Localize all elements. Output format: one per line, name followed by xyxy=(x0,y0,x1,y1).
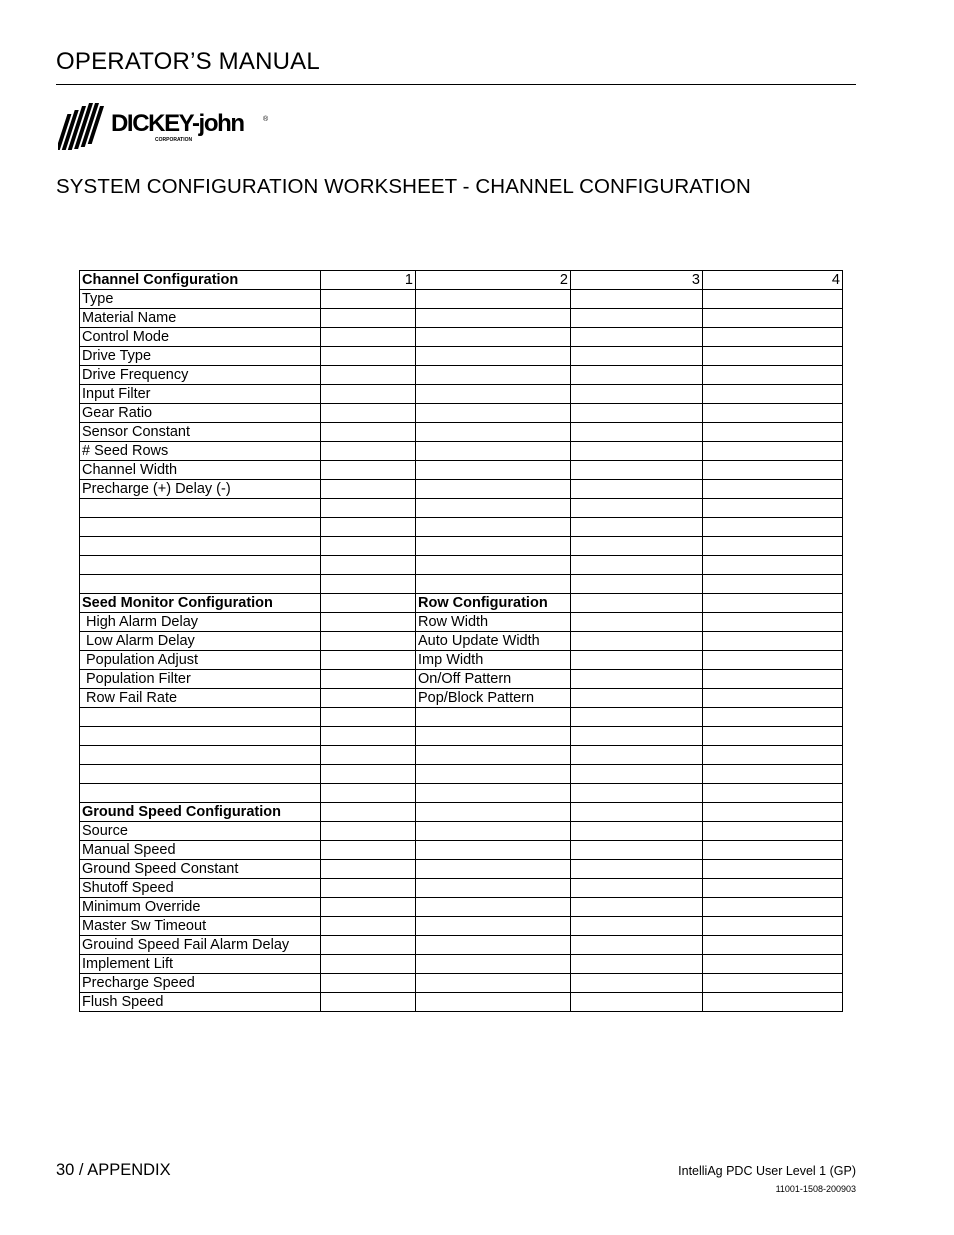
entry-cell xyxy=(416,575,571,594)
entry-cell xyxy=(571,442,703,461)
entry-cell xyxy=(416,290,571,309)
entry-cell xyxy=(80,784,321,803)
table-row xyxy=(80,955,843,974)
entry-cell xyxy=(321,898,416,917)
entry-cell xyxy=(571,993,703,1012)
logo-registered-mark: ® xyxy=(263,116,269,123)
table-row xyxy=(80,480,843,499)
entry-cell xyxy=(703,784,843,803)
entry-cell xyxy=(80,727,321,746)
table-row xyxy=(80,575,843,594)
entry-cell xyxy=(80,575,321,594)
entry-cell xyxy=(703,594,843,613)
entry-cell xyxy=(321,366,416,385)
entry-cell xyxy=(321,765,416,784)
row-label-cell: Master Sw Timeout xyxy=(80,917,321,936)
entry-cell xyxy=(571,936,703,955)
table-row xyxy=(80,936,843,955)
entry-cell xyxy=(416,955,571,974)
configuration-worksheet-table xyxy=(79,270,843,1012)
entry-cell xyxy=(571,499,703,518)
table-row xyxy=(80,765,843,784)
entry-cell xyxy=(571,974,703,993)
entry-cell xyxy=(703,860,843,879)
table-row xyxy=(80,632,843,651)
entry-cell xyxy=(416,423,571,442)
table-row xyxy=(80,746,843,765)
entry-cell xyxy=(703,328,843,347)
entry-cell xyxy=(321,347,416,366)
entry-cell xyxy=(80,765,321,784)
row-label-cell: Population Filter xyxy=(80,670,321,689)
entry-cell xyxy=(571,803,703,822)
row-label-cell: Sensor Constant xyxy=(80,423,321,442)
entry-cell xyxy=(416,898,571,917)
entry-cell xyxy=(321,309,416,328)
row-label-cell: Channel Configuration xyxy=(80,271,321,290)
entry-cell xyxy=(321,746,416,765)
entry-cell xyxy=(703,442,843,461)
row-label-cell: Ground Speed Constant xyxy=(80,860,321,879)
entry-cell xyxy=(703,651,843,670)
table-row xyxy=(80,423,843,442)
row-label-cell: Input Filter xyxy=(80,385,321,404)
entry-cell xyxy=(571,309,703,328)
entry-cell xyxy=(571,765,703,784)
entry-cell xyxy=(703,461,843,480)
entry-cell xyxy=(416,765,571,784)
entry-cell xyxy=(416,499,571,518)
entry-cell xyxy=(321,841,416,860)
worksheet-table-body xyxy=(80,271,843,1012)
entry-cell xyxy=(321,670,416,689)
entry-cell xyxy=(416,822,571,841)
entry-cell xyxy=(571,366,703,385)
company-logo xyxy=(58,100,278,154)
entry-cell xyxy=(80,499,321,518)
entry-cell xyxy=(571,727,703,746)
table-row xyxy=(80,499,843,518)
row-label-cell: Gear Ratio xyxy=(80,404,321,423)
entry-cell xyxy=(571,423,703,442)
table-row xyxy=(80,879,843,898)
header-divider xyxy=(56,84,856,85)
entry-cell xyxy=(703,746,843,765)
document-title: IntelliAg PDC User Level 1 (GP) xyxy=(678,1164,856,1178)
entry-cell xyxy=(571,955,703,974)
entry-cell xyxy=(571,461,703,480)
row-label-cell: Channel Width xyxy=(80,461,321,480)
table-row xyxy=(80,518,843,537)
table-row xyxy=(80,670,843,689)
entry-cell xyxy=(321,461,416,480)
row-label-cell: Shutoff Speed xyxy=(80,879,321,898)
column-value-cell: On/Off Pattern xyxy=(416,670,571,689)
row-label-cell: Control Mode xyxy=(80,328,321,347)
entry-cell xyxy=(703,480,843,499)
entry-cell xyxy=(80,556,321,575)
entry-cell xyxy=(703,689,843,708)
row-label-cell: Population Adjust xyxy=(80,651,321,670)
column-value-cell: Auto Update Width xyxy=(416,632,571,651)
entry-cell xyxy=(321,518,416,537)
entry-cell xyxy=(321,689,416,708)
table-row xyxy=(80,841,843,860)
entry-cell xyxy=(416,860,571,879)
entry-cell xyxy=(703,290,843,309)
entry-cell xyxy=(416,404,571,423)
entry-cell xyxy=(321,385,416,404)
row-label-cell: Manual Speed xyxy=(80,841,321,860)
table-row xyxy=(80,898,843,917)
row-label-cell: Drive Frequency xyxy=(80,366,321,385)
entry-cell xyxy=(321,328,416,347)
entry-cell xyxy=(321,974,416,993)
entry-cell xyxy=(571,328,703,347)
entry-cell xyxy=(416,879,571,898)
entry-cell xyxy=(571,404,703,423)
row-label-cell: Flush Speed xyxy=(80,993,321,1012)
entry-cell xyxy=(703,423,843,442)
logo-mark-icon xyxy=(58,100,106,154)
entry-cell xyxy=(571,917,703,936)
page-header-title: OPERATOR’S MANUAL xyxy=(56,48,320,75)
entry-cell xyxy=(321,936,416,955)
entry-cell xyxy=(321,594,416,613)
entry-cell xyxy=(703,974,843,993)
entry-cell xyxy=(571,746,703,765)
entry-cell xyxy=(703,404,843,423)
entry-cell xyxy=(571,632,703,651)
entry-cell xyxy=(703,765,843,784)
entry-cell xyxy=(416,328,571,347)
entry-cell xyxy=(416,993,571,1012)
entry-cell xyxy=(321,404,416,423)
entry-cell xyxy=(703,385,843,404)
entry-cell xyxy=(703,613,843,632)
column-value-cell: Row Width xyxy=(416,613,571,632)
row-label-cell: Drive Type xyxy=(80,347,321,366)
entry-cell xyxy=(703,822,843,841)
entry-cell xyxy=(321,290,416,309)
column-value-cell: Imp Width xyxy=(416,651,571,670)
entry-cell xyxy=(321,860,416,879)
table-row xyxy=(80,860,843,879)
entry-cell xyxy=(416,556,571,575)
row-label-cell: Low Alarm Delay xyxy=(80,632,321,651)
entry-cell xyxy=(321,803,416,822)
entry-cell xyxy=(703,537,843,556)
document-code: 11001-1508-200903 xyxy=(775,1184,856,1194)
entry-cell xyxy=(416,537,571,556)
entry-cell xyxy=(416,708,571,727)
entry-cell xyxy=(416,309,571,328)
entry-cell xyxy=(571,480,703,499)
row-label-cell: Row Fail Rate xyxy=(80,689,321,708)
entry-cell xyxy=(321,480,416,499)
entry-cell xyxy=(571,594,703,613)
entry-cell xyxy=(703,366,843,385)
entry-cell xyxy=(703,556,843,575)
entry-cell xyxy=(703,575,843,594)
entry-cell xyxy=(703,917,843,936)
table-row xyxy=(80,803,843,822)
table-row xyxy=(80,917,843,936)
entry-cell xyxy=(571,708,703,727)
entry-cell xyxy=(321,993,416,1012)
entry-cell xyxy=(571,651,703,670)
table-row xyxy=(80,366,843,385)
table-row xyxy=(80,290,843,309)
entry-cell xyxy=(321,822,416,841)
table-row xyxy=(80,328,843,347)
entry-cell xyxy=(571,879,703,898)
entry-cell xyxy=(703,898,843,917)
column-value-cell: 3 xyxy=(571,271,703,290)
table-row xyxy=(80,613,843,632)
entry-cell xyxy=(321,537,416,556)
entry-cell xyxy=(416,442,571,461)
entry-cell xyxy=(80,746,321,765)
entry-cell xyxy=(571,518,703,537)
row-label-cell: Minimum Override xyxy=(80,898,321,917)
table-row xyxy=(80,271,843,290)
row-label-cell: Source xyxy=(80,822,321,841)
entry-cell xyxy=(703,518,843,537)
entry-cell xyxy=(571,860,703,879)
entry-cell xyxy=(321,651,416,670)
entry-cell xyxy=(321,423,416,442)
entry-cell xyxy=(703,708,843,727)
entry-cell xyxy=(571,670,703,689)
entry-cell xyxy=(321,917,416,936)
table-row xyxy=(80,385,843,404)
column-value-cell: Pop/Block Pattern xyxy=(416,689,571,708)
row-label-cell: Type xyxy=(80,290,321,309)
entry-cell xyxy=(321,613,416,632)
row-label-cell: Ground Speed Configuration xyxy=(80,803,321,822)
entry-cell xyxy=(571,556,703,575)
entry-cell xyxy=(416,974,571,993)
entry-cell xyxy=(416,461,571,480)
entry-cell xyxy=(416,917,571,936)
column-value-cell: Row Configuration xyxy=(416,594,571,613)
entry-cell xyxy=(703,670,843,689)
entry-cell xyxy=(416,746,571,765)
entry-cell xyxy=(321,632,416,651)
entry-cell xyxy=(416,841,571,860)
table-row xyxy=(80,974,843,993)
entry-cell xyxy=(571,385,703,404)
entry-cell xyxy=(416,727,571,746)
entry-cell xyxy=(321,575,416,594)
entry-cell xyxy=(571,898,703,917)
entry-cell xyxy=(321,955,416,974)
entry-cell xyxy=(416,347,571,366)
column-value-cell: 1 xyxy=(321,271,416,290)
logo-wordmark: DICKEY-john xyxy=(111,110,244,137)
entry-cell xyxy=(571,613,703,632)
table-row xyxy=(80,822,843,841)
row-label-cell: Material Name xyxy=(80,309,321,328)
entry-cell xyxy=(703,309,843,328)
entry-cell xyxy=(321,442,416,461)
row-label-cell: High Alarm Delay xyxy=(80,613,321,632)
entry-cell xyxy=(321,708,416,727)
entry-cell xyxy=(703,955,843,974)
entry-cell xyxy=(571,290,703,309)
entry-cell xyxy=(703,879,843,898)
table-row xyxy=(80,309,843,328)
table-row xyxy=(80,461,843,480)
entry-cell xyxy=(321,784,416,803)
entry-cell xyxy=(416,385,571,404)
entry-cell xyxy=(80,708,321,727)
entry-cell xyxy=(416,936,571,955)
row-label-cell: Seed Monitor Configuration xyxy=(80,594,321,613)
entry-cell xyxy=(571,689,703,708)
entry-cell xyxy=(571,347,703,366)
entry-cell xyxy=(321,499,416,518)
table-row xyxy=(80,404,843,423)
entry-cell xyxy=(321,727,416,746)
entry-cell xyxy=(703,499,843,518)
table-row xyxy=(80,442,843,461)
table-row xyxy=(80,651,843,670)
row-label-cell: # Seed Rows xyxy=(80,442,321,461)
table-row xyxy=(80,594,843,613)
entry-cell xyxy=(80,518,321,537)
entry-cell xyxy=(703,993,843,1012)
row-label-cell: Precharge Speed xyxy=(80,974,321,993)
table-row xyxy=(80,689,843,708)
table-row xyxy=(80,708,843,727)
table-row xyxy=(80,347,843,366)
table-row xyxy=(80,993,843,1012)
worksheet-title: SYSTEM CONFIGURATION WORKSHEET - CHANNEL CONFIGURATION xyxy=(56,175,751,198)
table-row xyxy=(80,727,843,746)
entry-cell xyxy=(571,784,703,803)
table-row xyxy=(80,784,843,803)
entry-cell xyxy=(571,575,703,594)
entry-cell xyxy=(416,366,571,385)
entry-cell xyxy=(416,518,571,537)
entry-cell xyxy=(80,537,321,556)
table-row xyxy=(80,556,843,575)
row-label-cell: Implement Lift xyxy=(80,955,321,974)
row-label-cell: Precharge (+) Delay (-) xyxy=(80,480,321,499)
entry-cell xyxy=(571,841,703,860)
entry-cell xyxy=(321,879,416,898)
entry-cell xyxy=(703,727,843,746)
logo-subtitle: CORPORATION xyxy=(155,137,193,143)
table-row xyxy=(80,537,843,556)
entry-cell xyxy=(416,803,571,822)
entry-cell xyxy=(703,841,843,860)
entry-cell xyxy=(703,347,843,366)
entry-cell xyxy=(416,784,571,803)
entry-cell xyxy=(703,632,843,651)
page-number: 30 / APPENDIX xyxy=(56,1161,171,1179)
entry-cell xyxy=(571,822,703,841)
entry-cell xyxy=(571,537,703,556)
entry-cell xyxy=(321,556,416,575)
column-value-cell: 2 xyxy=(416,271,571,290)
column-value-cell: 4 xyxy=(703,271,843,290)
entry-cell xyxy=(416,480,571,499)
entry-cell xyxy=(703,936,843,955)
entry-cell xyxy=(703,803,843,822)
row-label-cell: Grouind Speed Fail Alarm Delay xyxy=(80,936,321,955)
